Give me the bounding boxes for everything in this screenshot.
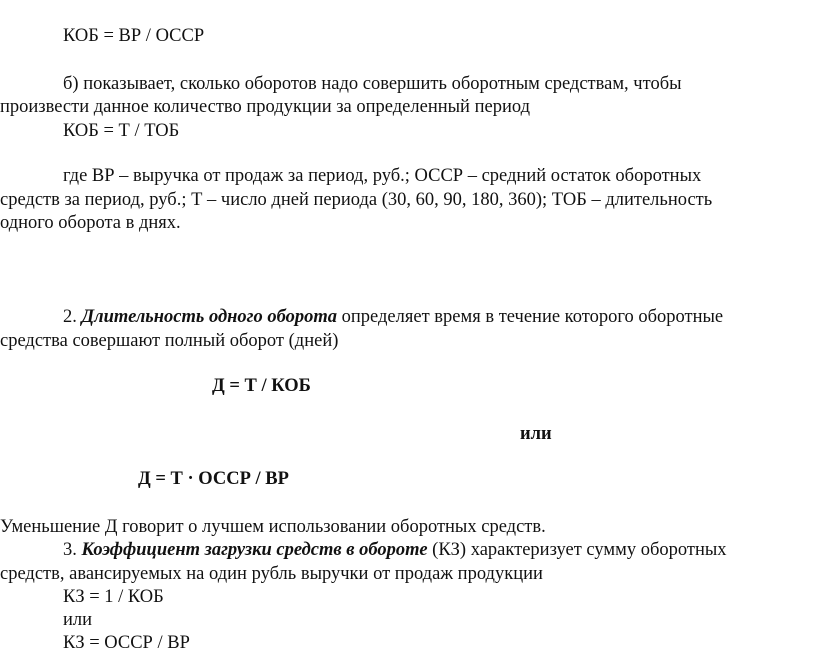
formula-kob-vr: КОБ = ВР / ОССР: [63, 26, 205, 46]
section-3-line2: средств, авансируемых на один рубль выручки от продаж продукции: [0, 564, 543, 584]
formula-kz-kob: КЗ = 1 / КОБ: [63, 587, 164, 607]
section-3-number: 3.: [63, 540, 82, 560]
formula-kz-ossr: КЗ = ОССР / ВР: [63, 633, 190, 653]
formula-d-t-ossr: Д = Т · ОССР / ВР: [138, 469, 289, 489]
section-2-term: Длительность одного оборота: [81, 307, 338, 327]
section-3-term: Коэффициент загрузки средств в обороте: [81, 540, 428, 560]
section-2-text: определяет время в течение которого оборотные: [337, 307, 724, 327]
or-connector-1: или: [520, 424, 552, 444]
section-2-number: 2.: [63, 307, 82, 327]
formula-d-t-kob: Д = Т / КОБ: [212, 376, 311, 396]
definitions-line2: средств за период, руб.; Т – число дней периода (30, 60, 90, 180, 360); ТОБ – длительность: [0, 190, 713, 210]
section-3-line1: [63, 539, 727, 561]
section-2-line2: средства совершают полный оборот (дней): [0, 331, 339, 351]
definitions-line1: где ВР – выручка от продаж за период, руб.; ОССР – средний остаток оборотных: [63, 166, 702, 186]
section-3-text: (КЗ) характеризует сумму оборотных: [427, 540, 727, 560]
paragraph-b-line2: произвести данное количество продукции за определенный период: [0, 97, 530, 117]
conclusion-line: Уменьшение Д говорит о лучшем использовании оборотных средств.: [0, 517, 546, 537]
section-2-line1: [63, 306, 723, 328]
formula-kob-t: КОБ = Т / ТОБ: [63, 121, 180, 141]
definitions-line3: одного оборота в днях.: [0, 213, 181, 233]
or-connector-2: или: [63, 610, 93, 630]
paragraph-b-line1: б) показывает, сколько оборотов надо совершить оборотным средствам, чтобы: [63, 74, 682, 94]
